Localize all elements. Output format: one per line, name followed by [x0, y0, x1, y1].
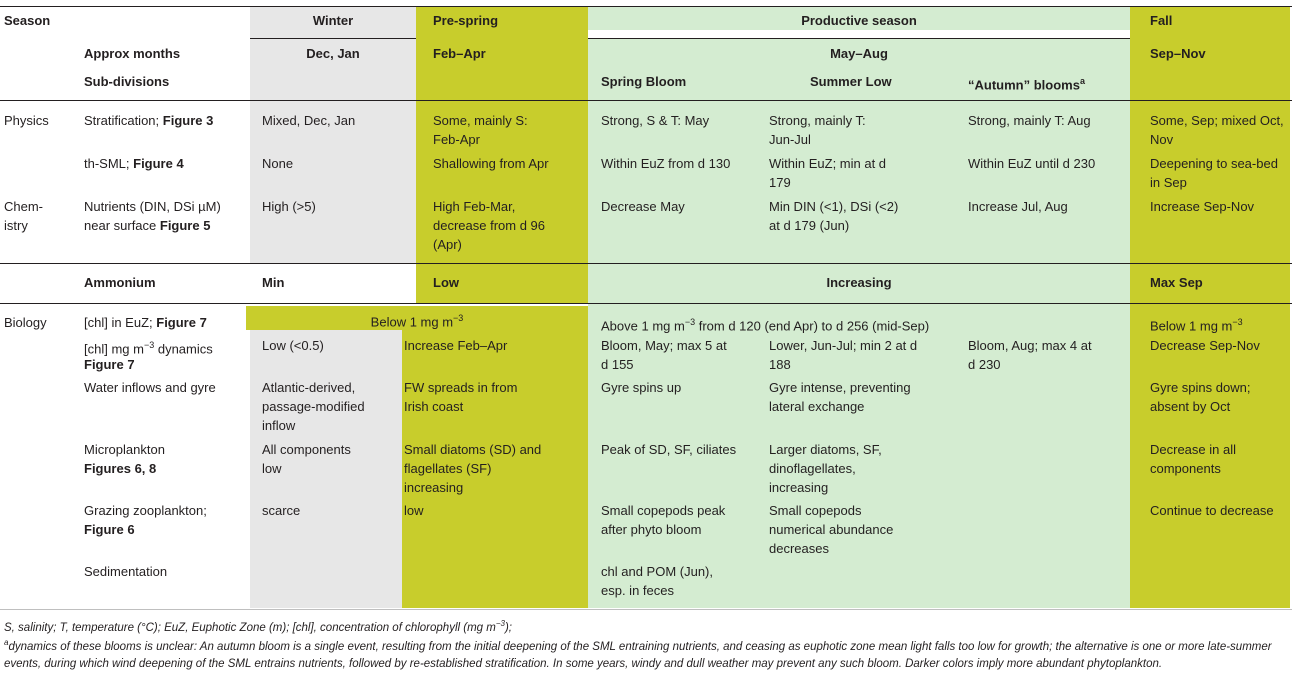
group-biology: Biology	[4, 315, 47, 330]
header-fall: Fall	[1150, 13, 1173, 28]
chl-dyn-spring-2: d 155	[601, 357, 634, 372]
group-chemistry-2: istry	[4, 218, 28, 233]
header-sub-divisions: Sub-divisions	[84, 74, 170, 89]
water-fall-2: absent by Oct	[1150, 399, 1231, 414]
ammonium-bottom-rule	[0, 303, 1292, 304]
top-rule	[0, 6, 1292, 7]
nutrients-winter: High (>5)	[262, 199, 316, 214]
row-ammonium-label: Ammonium	[84, 275, 156, 290]
chl-dyn-autumn-1: Bloom, Aug; max 4 at	[968, 338, 1092, 353]
ammonium-top-rule	[0, 263, 1292, 264]
figure-4-ref[interactable]: Figure 4	[133, 156, 184, 171]
chl-euz-productive: Above 1 mg $m^{-3}$ from d 120 (end Apr) to d 256 (mid-Sep)	[601, 317, 930, 334]
grazing-summer-3: decreases	[769, 541, 829, 556]
row-chl-euz-label: [chl] in EuZ; Figure 7	[84, 315, 207, 330]
strat-fall-1: Some, Sep; mixed Oct,	[1150, 113, 1284, 128]
grazing-winter: scarce	[262, 503, 301, 518]
micro-prespring-2: flagellates (SF)	[404, 461, 492, 476]
header-winter-months: Dec, Jan	[306, 46, 360, 61]
water-summer-1: Gyre intense, preventing	[769, 380, 911, 395]
strat-prespring-1: Some, mainly S:	[433, 113, 528, 128]
water-winter-3: inflow	[262, 418, 296, 433]
winter-header-rule	[250, 38, 416, 39]
footnote-a: $^a$dynamics of these blooms is unclear: An autumn bloom is a single event, resulting from the initial deepening of the SML entraining nutrients, and ceasing as euphotic zone mean light falls too low for growth; the alternative is one or more late-summer events, during which wind deepening of the SML entrains nutrients, followed by re-established stratification. In some years, windy and dull weather may prevent any such bloom. Darker colors imply more abundant phytoplankton.	[4, 638, 1272, 670]
ammonium-winter: Min	[262, 275, 285, 290]
nutrients-autumn: Increase Jul, Aug	[968, 199, 1068, 214]
productive-header-rule	[588, 38, 1130, 39]
water-prespring-2: Irish coast	[404, 399, 464, 414]
nutrients-prespring-1: High Feb-Mar,	[433, 199, 516, 214]
micro-summer-1: Larger diatoms, SF,	[769, 442, 882, 457]
strat-summer-2: Jun-Jul	[769, 132, 811, 147]
sediment-spring-1: chl and POM (Jun),	[601, 564, 713, 579]
chl-dyn-autumn-2: d 230	[968, 357, 1001, 372]
figures-6-8-ref[interactable]: Figures 6, 8	[84, 461, 157, 476]
strat-spring: Strong, S & T: May	[601, 113, 710, 128]
row-nutrients-label-1: Nutrients (DIN, DSi µM)	[84, 199, 221, 214]
nutrients-spring: Decrease May	[601, 199, 685, 214]
figure-7-ref[interactable]: Figure 7	[156, 315, 207, 330]
header-fall-months: Sep–Nov	[1150, 46, 1206, 61]
thsml-summer-1: Within EuZ; min at d	[769, 156, 887, 171]
grazing-prespring: low	[404, 503, 424, 518]
micro-summer-3: increasing	[769, 480, 829, 495]
row-nutrients-label-2: near surface Figure 5	[84, 218, 211, 233]
header-winter: Winter	[312, 13, 354, 28]
table-bottom-rule	[0, 609, 1292, 610]
thsml-winter: None	[262, 156, 294, 171]
water-prespring-1: FW spreads in from	[404, 380, 518, 395]
header-prespring-months: Feb–Apr	[433, 46, 486, 61]
water-fall-1: Gyre spins down;	[1150, 380, 1251, 395]
ammonium-productive: Increasing	[826, 275, 892, 290]
ammonium-prespring: Low	[433, 275, 459, 290]
nutrients-fall: Increase Sep-Nov	[1150, 199, 1255, 214]
footnote-abbreviations: S, salinity; T, temperature (°C); EuZ, Euphotic Zone (m); [chl], concentration of chlorophyll (mg $m^{-3}$);	[4, 619, 512, 634]
micro-summer-2: dinoflagellates,	[769, 461, 856, 476]
header-autumn-blooms: “Autumn” blooms$^a$	[968, 76, 1085, 93]
header-productive-months: May–Aug	[830, 46, 888, 61]
header-productive: Productive season	[801, 13, 917, 28]
micro-spring: Peak of SD, SF, ciliates	[601, 442, 737, 457]
micro-winter-2: low	[262, 461, 282, 476]
figure-6-ref[interactable]: Figure 6	[84, 522, 135, 537]
thsml-spring: Within EuZ from d 130	[601, 156, 731, 171]
chl-dyn-summer-1: Lower, Jun-Jul; min 2 at d	[769, 338, 918, 353]
water-winter-1: Atlantic-derived,	[262, 380, 356, 395]
header-approx-months: Approx months	[84, 46, 181, 61]
group-physics: Physics	[4, 113, 49, 128]
micro-prespring-3: increasing	[404, 480, 464, 495]
micro-winter-1: All components	[262, 442, 351, 457]
row-micro-label: Microplankton	[84, 442, 165, 457]
thsml-summer-2: 179	[769, 175, 791, 190]
ammonium-fall: Max Sep	[1150, 275, 1203, 290]
header-prespring: Pre-spring	[433, 13, 499, 28]
chl-dyn-spring-1: Bloom, May; max 5 at	[601, 338, 727, 353]
chl-dyn-summer-2: 188	[769, 357, 791, 372]
nutrients-summer-1: Min DIN (<1), DSi (<2)	[769, 199, 899, 214]
row-sediment-label: Sedimentation	[84, 564, 168, 579]
header-spring-bloom: Spring Bloom	[601, 74, 687, 89]
micro-fall-2: components	[1150, 461, 1221, 476]
header-bottom-rule	[0, 100, 1292, 101]
strat-fall-2: Nov	[1150, 132, 1174, 147]
strat-winter: Mixed, Dec, Jan	[262, 113, 356, 128]
water-summer-2: lateral exchange	[769, 399, 865, 414]
grazing-spring-1: Small copepods peak	[601, 503, 726, 518]
water-winter-2: passage-modified	[262, 399, 365, 414]
micro-fall-1: Decrease in all	[1150, 442, 1236, 457]
chl-euz-below-early: Below 1 mg $m^{-3}$	[370, 313, 464, 330]
grazing-summer-1: Small copepods	[769, 503, 862, 518]
thsml-fall-2: in Sep	[1150, 175, 1187, 190]
row-grazing-label: Grazing zooplankton;	[84, 503, 207, 518]
water-spring: Gyre spins up	[601, 380, 682, 395]
row-thsml-label: th-SML; Figure 4	[84, 156, 184, 171]
row-chl-dynamics-label-1: [chl] mg $m^{-3}$ dynamics	[84, 340, 213, 357]
header-summer-low: Summer Low	[810, 74, 892, 89]
micro-prespring-1: Small diatoms (SD) and	[404, 442, 542, 457]
grazing-summer-2: numerical abundance	[769, 522, 894, 537]
nutrients-summer-2: at d 179 (Jun)	[769, 218, 850, 233]
productive-header-strip	[588, 30, 1130, 38]
group-chemistry-1: Chem-	[4, 199, 44, 214]
grazing-spring-2: after phyto bloom	[601, 522, 702, 537]
footnote-a-marker: a	[1079, 76, 1085, 86]
grazing-fall: Continue to decrease	[1150, 503, 1274, 518]
strat-autumn: Strong, mainly T: Aug	[968, 113, 1091, 128]
thsml-autumn: Within EuZ until d 230	[968, 156, 1096, 171]
row-water-label: Water inflows and gyre	[84, 380, 216, 395]
strat-prespring-2: Feb-Apr	[433, 132, 480, 147]
nutrients-prespring-2: decrease from d 96	[433, 218, 546, 233]
sediment-spring-2: esp. in feces	[601, 583, 674, 598]
nutrients-prespring-3: (Apr)	[433, 237, 462, 252]
thsml-prespring: Shallowing from Apr	[433, 156, 549, 171]
chl-dyn-fall: Decrease Sep-Nov	[1150, 338, 1260, 353]
chl-euz-fall: Below 1 mg $m^{-3}$	[1150, 317, 1243, 334]
row-stratification-label: Stratification; Figure 3	[84, 113, 214, 128]
thsml-fall-1: Deepening to sea-bed	[1150, 156, 1278, 171]
chl-dyn-prespring: Increase Feb–Apr	[404, 338, 508, 353]
figure-3-ref[interactable]: Figure 3	[162, 113, 214, 128]
chl-dyn-winter: Low (<0.5)	[262, 338, 324, 353]
figure-7-ref-2[interactable]: Figure 7	[84, 357, 135, 372]
header-season: Season	[4, 13, 51, 28]
figure-5-ref[interactable]: Figure 5	[159, 218, 211, 233]
strat-summer-1: Strong, mainly T:	[769, 113, 866, 128]
